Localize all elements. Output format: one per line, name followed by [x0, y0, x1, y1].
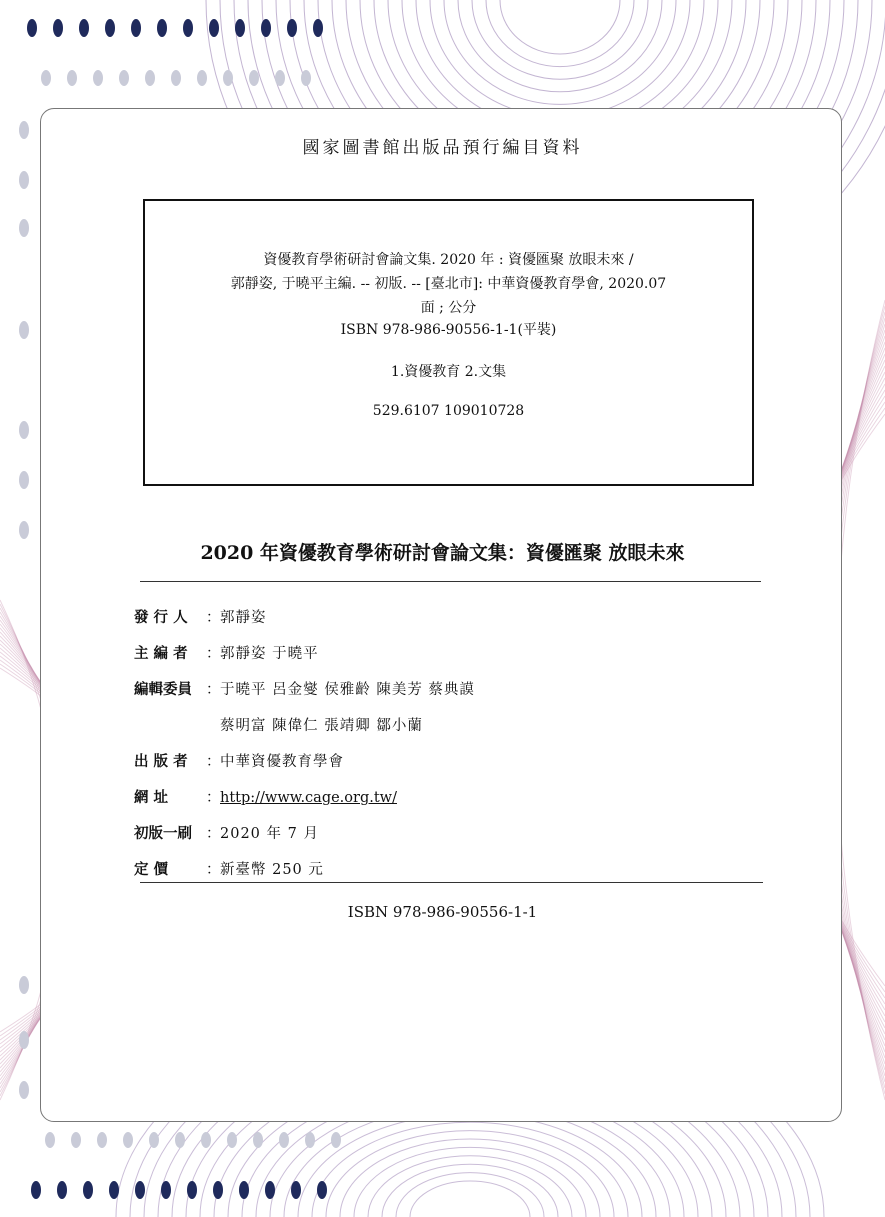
colophon-row-website: 網 址 ：http://www.cage.org.tw/ [134, 786, 397, 807]
decorative-dot [149, 1132, 159, 1148]
isbn-bottom: ISBN 978-986-90556-1-1 [347, 903, 538, 921]
decorative-dot [19, 1081, 29, 1099]
decorative-dot [331, 1132, 341, 1148]
decorative-swirl-line [472, 0, 648, 79]
decorative-dot [261, 19, 271, 37]
decorative-dot [253, 1132, 263, 1148]
colophon-value: 于曉平 呂金燮 侯雅齡 陳美芳 蔡典謨 [220, 682, 475, 698]
cip-line-title: 資優教育學術研討會論文集. 2020 年 : 資優匯聚 放眼未來 / [263, 252, 634, 268]
colophon-row-committee: 編輯委員 ：于曉平 呂金燮 侯雅齡 陳美芳 蔡典謨 [134, 678, 475, 699]
decorative-swirl-line [430, 0, 690, 117]
decorative-dot [265, 1181, 275, 1199]
decorative-dot [53, 19, 63, 37]
decorative-dot [57, 1181, 67, 1199]
cip-line-pages: 面 ; 公分 [420, 300, 477, 316]
colophon-label: 發 行 人 [134, 609, 188, 626]
decorative-dot [93, 70, 103, 86]
decorative-swirl-line [410, 1181, 530, 1217]
decorative-dot [279, 1132, 289, 1148]
decorative-dot [239, 1181, 249, 1199]
decorative-dot [305, 1132, 315, 1148]
colophon-row-publisher-person: 發 行 人 ：郭靜姿 [134, 606, 267, 627]
colophon-row-price: 定 價 ：新臺幣 250 元 [134, 858, 324, 879]
decorative-dot [67, 70, 77, 86]
decorative-dot [213, 1181, 223, 1199]
decorative-dot [275, 70, 285, 86]
decorative-dot [291, 1181, 301, 1199]
decorative-dot [105, 19, 115, 37]
colophon-value: 中華資優教育學會 [220, 754, 344, 770]
decorative-swirl-line [312, 1122, 628, 1217]
decorative-dot [19, 521, 29, 539]
decorative-dot [145, 70, 155, 86]
decorative-dot [131, 19, 141, 37]
divider-bottom [140, 882, 763, 883]
website-link[interactable]: http://www.cage.org.tw/ [220, 790, 397, 806]
decorative-swirl-line [500, 0, 620, 54]
decorative-dot [249, 70, 259, 86]
colophon-value: 郭靜姿 于曉平 [220, 646, 319, 662]
colophon-row-first-edition: 初版一刷 ：2020 年 7 月 [134, 822, 319, 843]
colophon-label: 網 址 [134, 789, 169, 806]
decorative-dot [135, 1181, 145, 1199]
decorative-dot [19, 321, 29, 339]
decorative-swirl-line [444, 0, 676, 104]
decorative-dot [27, 19, 37, 37]
decorative-swirl-line [354, 1147, 586, 1217]
decorative-dot [183, 19, 193, 37]
decorative-dot [19, 219, 29, 237]
decorative-dot [123, 1132, 133, 1148]
decorative-swirl-line [486, 0, 634, 67]
decorative-dot [83, 1181, 93, 1199]
colophon-value: 蔡明富 陳偉仁 張靖卿 鄒小蘭 [220, 718, 423, 734]
decorative-dot [201, 1132, 211, 1148]
decorative-dot [223, 70, 233, 86]
divider-top [140, 581, 761, 582]
decorative-dot [171, 70, 181, 86]
colophon-row-chief-editors: 主 編 者 ：郭靜姿 于曉平 [134, 642, 319, 663]
decorative-dot [19, 421, 29, 439]
colophon-value: 2020 年 7 月 [220, 826, 319, 842]
decorative-dot [157, 19, 167, 37]
colophon-value: 郭靜姿 [220, 610, 267, 626]
decorative-dot [175, 1132, 185, 1148]
cip-record-box [143, 199, 754, 486]
decorative-dot [227, 1132, 237, 1148]
decorative-swirl-line [396, 1173, 544, 1217]
colophon-row-publisher: 出 版 者 ：中華資優教育學會 [134, 750, 344, 771]
page-title: 國家圖書館出版品預行編目資料 [302, 138, 583, 158]
colophon-row-committee-cont [220, 714, 423, 735]
decorative-dot [71, 1132, 81, 1148]
decorative-dot [109, 1181, 119, 1199]
decorative-dot [19, 976, 29, 994]
decorative-dot [287, 19, 297, 37]
colophon-label: 編輯委員 [134, 681, 192, 698]
cip-line-subjects: 1.資優教育 2.文集 [390, 364, 507, 380]
decorative-dot [119, 70, 129, 86]
decorative-dot [317, 1181, 327, 1199]
decorative-dot [45, 1132, 55, 1148]
decorative-dot [79, 19, 89, 37]
decorative-dot [19, 1031, 29, 1049]
cip-line-editors: 郭靜姿, 于曉平主編. -- 初版. -- [臺北市]: 中華資優教育學會, 2020.07 [230, 276, 667, 292]
decorative-dot [187, 1181, 197, 1199]
colophon-label: 初版一刷 [134, 825, 192, 842]
decorative-dot [209, 19, 219, 37]
book-title: 2020 年資優教育學術研討會論文集：資優匯聚 放眼未來 [200, 542, 685, 564]
decorative-dot [31, 1181, 41, 1199]
decorative-dot [313, 19, 323, 37]
colophon-label: 定 價 [134, 861, 169, 878]
colophon-label: 出 版 者 [134, 753, 188, 770]
decorative-dot [19, 171, 29, 189]
cip-line-classification: 529.6107 109010728 [372, 403, 525, 419]
decorative-dot [161, 1181, 171, 1199]
decorative-dot [41, 70, 51, 86]
decorative-dot [301, 70, 311, 86]
decorative-dot [19, 471, 29, 489]
decorative-dot [97, 1132, 107, 1148]
colophon-value: 新臺幣 250 元 [220, 862, 324, 878]
cip-line-isbn: ISBN 978-986-90556-1-1(平裝) [340, 322, 557, 338]
colophon-label: 主 編 者 [134, 645, 188, 662]
decorative-dot [235, 19, 245, 37]
decorative-dot [197, 70, 207, 86]
decorative-swirl-line [340, 1139, 600, 1217]
decorative-swirl-line [298, 1114, 642, 1217]
